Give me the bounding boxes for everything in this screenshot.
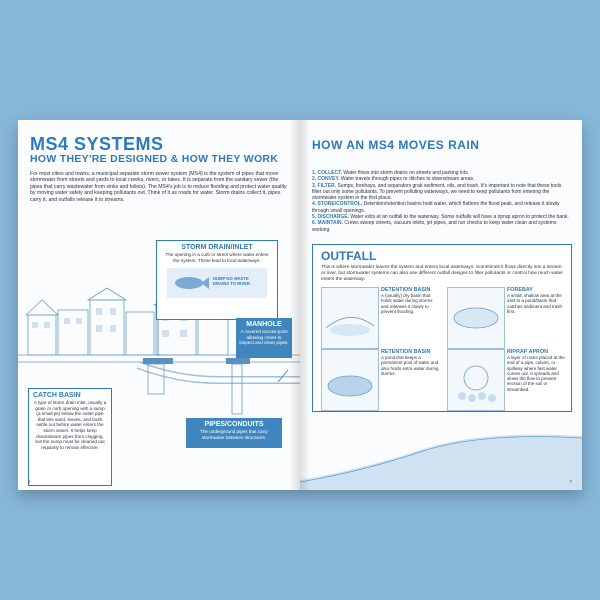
catch-basin-desc: A type of storm drain inlet, usually a grate or curb opening with a sump (a small pit) below the outlet pipe that lets sand, leaves, and trash settle out before water enters the storm sewer. It helps keep downstream pipes from clogging, but the sump must be cleaned out regularly to remain effective. [33,400,107,450]
step-item: 3. FILTER. Sumps, forebays, and separators grab sediment, oils, and trash. It's important to note that these tools filter out only some pollutants. To prevent polluting waterways, we need to keep pollutants from entering the stormwater system in the first place. [312,182,562,202]
left-page [18,120,300,490]
pipes-callout [186,418,282,448]
manhole-callout [236,318,292,358]
page-subtitle: HOW THEY'RE DESIGNED & HOW THEY WORK [30,153,279,165]
pipes-title: PIPES/CONDUITS [204,421,264,428]
page-number-left: 6 [28,479,31,484]
storm-drain-title: STORM DRAIN/INLET [181,244,253,251]
fish-icon [171,273,211,293]
catch-basin-title: CATCH BASIN [33,392,81,399]
step-item: 2. CONVEY. Water travels through pipes or ditches to downstream areas. [312,176,475,183]
outfall-item-desc: A layer of rocks placed at the end of a pipe, culvert, or spillway where fast water comes out. It spreads and slows the flow to prevent erosion of the soil or streambed. [507,355,565,392]
outfall-item-desc: A pond that keeps a permanent pool of water and also holds extra water during storms. [381,355,439,376]
storm-drain-callout [156,240,278,320]
step-item: 6. MAINTAIN. Crews sweep streets, vacuum inlets, jet pipes, and run checks to keep water clean and systems working. [312,220,557,233]
outfall-item [443,349,565,411]
outfall-item [317,349,439,411]
booklet-spread [18,120,582,490]
step-item: 5. DISCHARGE. Water exits at an outfall to the waterway. Some outfalls will have a riprap apron to protect the bank. [312,214,569,221]
outfall-item-title: RIPRAP APRON [507,349,549,355]
right-page-title: HOW AN MS4 MOVES RAIN [312,138,480,152]
outfall-title: OUTFALL [321,249,377,263]
storm-drain-desc: The opening in a curb or street where water enters the system. These lead to local waterways. [165,252,269,263]
outfall-item-desc: A small, shallow area at the inlet to a pond/basin that catches sediment and trash first. [507,293,563,314]
right-page [300,120,582,490]
forebay-illustration [447,287,505,349]
book-gutter [290,120,310,490]
outfall-item-title: FOREBAY [507,287,533,293]
stream-illustration [300,410,582,490]
outfall-item-title: DETENTION BASIN [381,287,431,293]
intro-paragraph: For most cities and towns, a municipal separate storm sewer system (MS4) is the system of pipes that move stormwater from streets and yards to local creeks, rivers, or lakes. It is separate from the sanitary sewer (the pipes that carry wastewater from sinks and toilets). The MS4's job is to reduce flooding and protect water quality by moving water safely and keeping pollutants out. Think of it as roads for water. Storm drains collect it, pipes carry it, and outfalls release it to streams. [30,171,287,203]
outfall-box [312,244,572,412]
manhole-title: MANHOLE [246,321,282,328]
outfall-item-title: RETENTION BASIN [381,349,431,355]
riprap-apron-illustration [447,349,505,411]
catch-basin-callout [28,388,112,486]
outfall-item [443,287,565,349]
page-number-right: 7 [569,479,572,484]
storm-drain-sign-text: DUMP NO WASTE DRAINS TO RIVER [213,276,250,287]
step-item: 1. COLLECT. Water flows into storm drains on streets and parking lots. [312,170,470,176]
detention-basin-illustration [321,287,379,349]
pipes-desc: The underground pipes that carry stormwater between structures. [200,429,268,440]
outfall-item [317,287,439,349]
steps-list [312,170,570,233]
step-item: 4. STORE/CONTROL. Detention/retention basins hold water, which flattens the flood peak, and release it slowly through small openings. [312,201,560,214]
manhole-desc: A covered access point allowing crews to inspect and clean pipes. [239,329,289,346]
outfall-item-desc: A (usually) dry basin that holds water during storms and releases it slowly to prevent flooding. [381,293,433,314]
outfall-desc: This is where stormwater leaves the system and enters local waterways. Sometimes it flows directly into a stream or river, but stormwater systems can also use different outfall designs to filter pollutants or control how much water enters the waterway: [321,265,563,282]
retention-basin-illustration [321,349,379,411]
page-title: MS4 SYSTEMS [30,134,164,154]
storm-drain-sign [167,268,267,298]
